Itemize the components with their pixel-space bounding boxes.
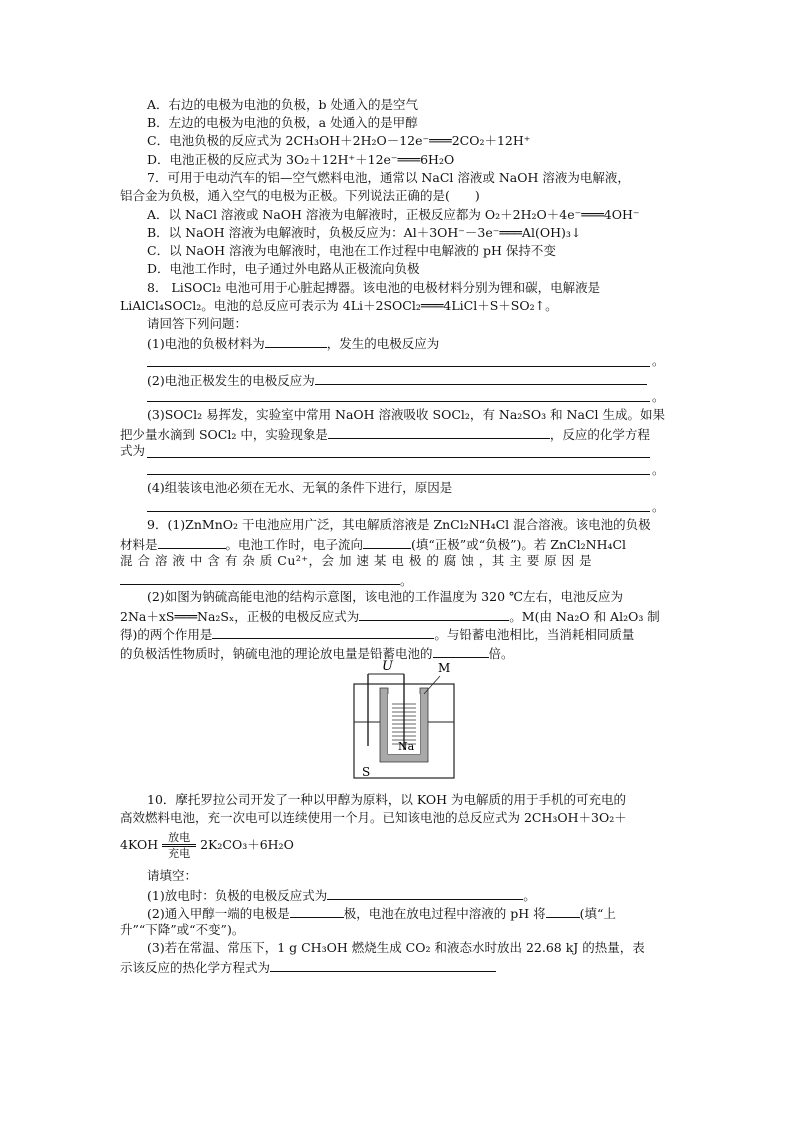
q8-part3-text-b: ，反应的化学方程 <box>549 427 650 442</box>
arrow-label-discharge: 放电 <box>168 831 191 844</box>
arrow-label-charge: 充电 <box>168 847 191 860</box>
q10-part3-text: 示该反应的热化学方程式为 <box>120 960 271 975</box>
q8-part1-period: 。 <box>652 353 665 368</box>
q10-line1: 10．摩托罗拉公司开发了一种以甲醇为原料，以 KOH 为电解质的用于手机的可充电的 <box>147 792 627 807</box>
q10-part1-text: (1)放电时：负极的电极反应式为 <box>147 888 328 903</box>
q9-line6-text-a: 2Na＋xS═══Na₂Sₓ，正极的电极反应式为 <box>120 609 360 624</box>
q8-part2-period: 。 <box>652 389 665 404</box>
label-na: Na <box>398 740 415 753</box>
q9-line6-text-b: 。M(由 Na₂O 和 Al₂O₃ 制 <box>509 609 660 624</box>
q9-line7-text-a: 得)的两个作用是 <box>120 627 213 642</box>
q10-part3-line1: (3)若在常温、常压下，1 g CH₃OH 燃烧生成 CO₂ 和液态水时放出 22.68 kJ 的热量，表 <box>147 940 645 955</box>
q8-part3-period: 。 <box>652 462 665 477</box>
q10-part2-text-c: (填“上 <box>579 906 616 921</box>
q10-answer-blank-2[interactable] <box>290 903 344 918</box>
q7-option-c: C．以 NaOH 溶液为电解液时，电池在工作过程中电解液的 pH 保持不变 <box>147 243 556 258</box>
q10-line3-text-a: 4KOH <box>120 837 159 852</box>
q9-line4-period: 。 <box>400 573 413 588</box>
q10-prompt: 请填空： <box>147 868 198 883</box>
q10-answer-blank-4[interactable] <box>270 957 496 972</box>
q9-line5: (2)如图为钠硫高能电池的结构示意图，该电池的工作温度为 320 ℃左右，电池反应为 <box>147 589 623 604</box>
q9-line2-text-b: 。电池工作时，电子流向 <box>225 537 364 552</box>
q8-stem-line1: 8． LiSOCl₂ 电池可用于心脏起搏器。该电池的电极材料分别为锂和碳，电解液是 <box>147 280 601 295</box>
q7-option-d: D．电池工作时，电子通过外电路从正极流向负极 <box>147 261 420 276</box>
q9-answer-blank-4[interactable] <box>359 606 509 621</box>
q10-answer-blank-3[interactable] <box>546 903 580 918</box>
reversible-arrow <box>162 832 196 859</box>
q8-answer-line-2b[interactable] <box>147 401 650 402</box>
q9-line8-text-b: 倍。 <box>488 646 514 661</box>
q9-answer-blank-1[interactable] <box>158 534 226 549</box>
sodium-sulfur-battery-diagram <box>340 654 470 786</box>
q10-part3-line2 <box>120 957 496 977</box>
q8-part1-text-a: (1)电池的负极材料为 <box>147 336 265 351</box>
label-m: M <box>438 661 451 675</box>
q9-line2-text-c: (填“正极”或“负极”)。若 ZnCl₂NH₄Cl <box>411 537 627 552</box>
q8-part3-text-a: 把少量水滴到 SOCl₂ 中，实验现象是 <box>120 427 328 442</box>
q8-answer-line-4[interactable] <box>147 511 650 512</box>
q9-line3: 混 合 溶 液 中 含 有 杂 质 Cu²⁺，会 加 速 某 电 极 的 腐 蚀 ，其 主 要 原 因 是 <box>120 553 593 568</box>
q8-part2-text: (2)电池正极发生的电极反应为 <box>147 373 315 388</box>
q8-answer-line-3b[interactable] <box>147 457 650 458</box>
q9-answer-blank-5[interactable] <box>212 624 434 639</box>
q8-part2 <box>147 370 647 390</box>
q8-answer-line-3c[interactable] <box>147 474 650 475</box>
q6-option-c: C．电池负极的反应式为 2CH₃OH＋2H₂O－12e⁻═══2CO₂＋12H⁺ <box>147 133 531 148</box>
q9-line1: 9．(1)ZnMnO₂ 干电池应用广泛，其电解质溶液是 ZnCl₂NH₄Cl 混合溶液。该电池的负极 <box>147 517 651 532</box>
q8-answer-blank-2[interactable] <box>315 370 647 385</box>
q8-stem-line2: LiAlCl₄SOCl₂。电池的总反应可表示为 4Li＋2SOCl₂═══4LiCl＋S＋SO₂↑。 <box>120 298 558 313</box>
q8-part3-line3: 式为 <box>120 443 146 458</box>
q10-part1-period: 。 <box>523 888 536 903</box>
q10-part2-line2: 升”“下降”或“不变”)。 <box>120 922 245 937</box>
q7-option-a: A．以 NaCl 溶液或 NaOH 溶液为电解液时，正极反应都为 O₂＋2H₂O＋4e⁻═══4OH⁻ <box>147 207 640 222</box>
q9-line2 <box>120 534 626 554</box>
q8-answer-blank-3a[interactable] <box>328 424 550 439</box>
q8-part4: (4)组装该电池必须在无水、无氧的条件下进行，原因是 <box>147 480 453 495</box>
q9-line7 <box>120 624 634 644</box>
q7-stem-line2: 铝合金为负极，通入空气的电极为正极。下列说法正确的是( ) <box>120 188 480 203</box>
q8-answer-blank-1[interactable] <box>265 333 327 348</box>
q6-option-b: B．左边的电极为电池的负极，a 处通入的是甲醇 <box>147 115 418 130</box>
q8-prompt: 请回答下列问题： <box>147 316 248 331</box>
q6-option-d: D．电池正极的反应式为 3O₂＋12H⁺＋12e⁻═══6H₂O <box>147 152 455 167</box>
q9-line6 <box>120 606 660 626</box>
q6-option-a: A．右边的电极为电池的负极，b 处通入的是空气 <box>147 97 419 112</box>
q8-answer-line-1b[interactable] <box>147 366 650 367</box>
q8-part4-period: 。 <box>652 499 665 514</box>
q7-option-b: B．以 NaOH 溶液为电解液时，负极反应为：Al＋3OH⁻－3e⁻═══Al(OH)₃↓ <box>147 225 582 240</box>
q9-line8-text-a: 的负极活性物质时，钠硫电池的理论放电量是铅蓄电池的 <box>120 646 433 661</box>
q10-part2 <box>147 903 616 923</box>
label-s: S <box>362 765 371 779</box>
q9-line2-text-a: 材料是 <box>120 537 158 552</box>
q9-answer-blank-2[interactable] <box>363 534 411 549</box>
q10-part2-text-a: (2)通入甲醇一端的电极是 <box>147 906 290 921</box>
q10-part1 <box>147 885 536 905</box>
q10-answer-blank-1[interactable] <box>327 885 523 900</box>
label-u: U <box>382 659 393 674</box>
q8-part3-line2 <box>120 424 650 444</box>
label-m-leader <box>424 676 440 694</box>
q8-part3-line1: (3)SOCl₂ 易挥发，实验室中常用 NaOH 溶液吸收 SOCl₂，有 Na₂SO₃ 和 NaCl 生成。如果 <box>147 407 665 422</box>
q8-part1-text-b: ，发生的电极反应为 <box>326 336 440 351</box>
q9-line7-text-b: 。与铅蓄电池相比，当消耗相同质量 <box>434 627 635 642</box>
q8-part1 <box>147 333 439 353</box>
q10-line3-text-b: 2K₂CO₃＋6H₂O <box>200 837 294 852</box>
q10-line2: 高效燃料电池，充一次电可以连续使用一个月。已知该电池的总反应式为 2CH₃OH＋3O₂＋ <box>120 810 627 825</box>
q9-line4 <box>120 570 413 590</box>
q7-stem-line1: 7．可用于电动汽车的铝—空气燃料电池，通常以 NaCl 溶液或 NaOH 溶液为电解液， <box>147 170 630 185</box>
q10-part2-text-b: 极，电池在放电过程中溶液的 pH 将 <box>343 906 546 921</box>
q9-answer-blank-3[interactable] <box>120 570 400 585</box>
q10-line3 <box>120 826 294 864</box>
arrow-bar-top <box>162 844 196 845</box>
